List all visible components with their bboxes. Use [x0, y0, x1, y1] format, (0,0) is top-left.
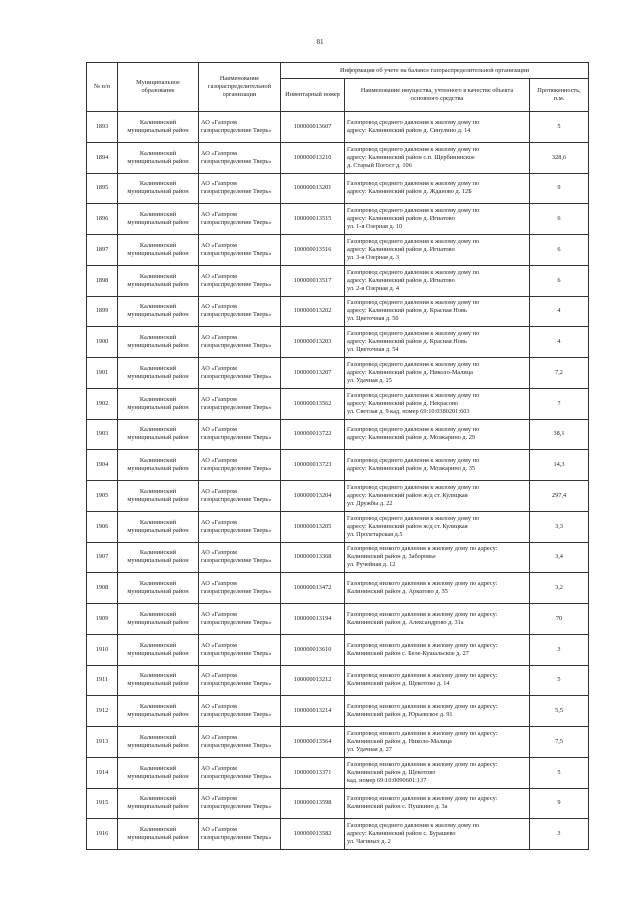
inventory-number-cell: 100000013598: [281, 788, 345, 819]
gas-pipeline-registry-table: [86, 62, 589, 850]
municipality-cell: Калининский муниципальный район: [118, 327, 199, 358]
inventory-number-cell: 100000013722: [281, 419, 345, 450]
asset-name-line: ул. Удачная д. 25: [347, 376, 392, 384]
row-number: 1900: [87, 327, 118, 358]
page-number: 81: [316, 38, 324, 46]
row-number: 1913: [87, 727, 118, 758]
inventory-number-cell: 100000013582: [281, 819, 345, 850]
organization-cell: АО «Газпром газораспределение Тверь»: [199, 142, 281, 173]
asset-name-cell: [345, 696, 530, 727]
municipality-cell: Калининский муниципальный район: [118, 696, 199, 727]
length-cell: 9: [530, 173, 589, 204]
asset-name-line: Газопровод низкого давления к жилому дому по адресу:: [347, 760, 498, 768]
header-length: Протяженность, п.м.: [530, 79, 589, 112]
asset-name-line: ул. Ручейная д. 12: [347, 561, 396, 569]
organization-cell: АО «Газпром газораспределение Тверь»: [199, 819, 281, 850]
asset-name-line: Газопровод среднего давления к жилому дому по: [347, 426, 480, 434]
asset-name-line: Калининский район д. Заборовье: [347, 553, 436, 561]
municipality-cell: Калининский муниципальный район: [118, 573, 199, 604]
organization-cell: АО «Газпром газораспределение Тверь»: [199, 235, 281, 266]
asset-name-line: адресу: Калининский район д. Игнатово: [347, 215, 455, 223]
length-cell: 38,1: [530, 419, 589, 450]
inventory-number-cell: 100000013517: [281, 265, 345, 296]
length-cell: 4: [530, 327, 589, 358]
municipality-cell: Калининский муниципальный район: [118, 235, 199, 266]
inventory-number-cell: 100000013607: [281, 112, 345, 143]
inventory-number-cell: 100000013371: [281, 757, 345, 788]
row-number: 1903: [87, 419, 118, 450]
organization-cell: АО «Газпром газораспределение Тверь»: [199, 388, 281, 419]
inventory-number-cell: 100000013205: [281, 511, 345, 542]
inventory-number-cell: 100000013610: [281, 634, 345, 665]
table-row: [87, 788, 589, 819]
asset-name-line: Газопровод среднего давления к жилому дому по: [347, 237, 480, 245]
asset-name-line: Калининский район д. Аркатово д. 35: [347, 588, 448, 596]
length-cell: 328,6: [530, 142, 589, 173]
length-cell: 5,5: [530, 696, 589, 727]
asset-name-line: адресу: Калининский район д. Мозжарино д. 29: [347, 434, 476, 442]
asset-name-line: Газопровод низкого давления к жилому дому по адресу:: [347, 703, 498, 711]
asset-name-cell: [345, 419, 530, 450]
municipality-cell: Калининский муниципальный район: [118, 727, 199, 758]
table-row: [87, 450, 589, 481]
inventory-number-cell: 100000013214: [281, 696, 345, 727]
organization-cell: АО «Газпром газораспределение Тверь»: [199, 112, 281, 143]
inventory-number-cell: 100000013203: [281, 327, 345, 358]
asset-name-cell: [345, 573, 530, 604]
municipality-cell: Калининский муниципальный район: [118, 112, 199, 143]
asset-name-line: Газопровод низкого давления к жилому дому по адресу:: [347, 610, 498, 618]
asset-name-line: ул. Цветочная д. 50: [347, 315, 399, 323]
row-number: 1902: [87, 388, 118, 419]
inventory-number-cell: 100000013472: [281, 573, 345, 604]
length-cell: 6: [530, 265, 589, 296]
table-row: [87, 388, 589, 419]
table-row: [87, 481, 589, 512]
row-number: 1895: [87, 173, 118, 204]
asset-name-line: Калининский район д. Щекотово д. 14: [347, 680, 450, 688]
asset-name-line: Газопровод среднего давления к жилому дому по: [347, 822, 480, 830]
municipality-cell: Калининский муниципальный район: [118, 511, 199, 542]
municipality-cell: Калининский муниципальный район: [118, 634, 199, 665]
organization-cell: АО «Газпром газораспределение Тверь»: [199, 358, 281, 389]
asset-name-cell: [345, 819, 530, 850]
organization-cell: АО «Газпром газораспределение Тверь»: [199, 450, 281, 481]
asset-name-line: ул. 3-я Озерная д. 3: [347, 253, 399, 261]
asset-name-line: ул. 2-я Озерная д. 4: [347, 284, 399, 292]
asset-name-line: Газопровод среднего давления к жилому дому по: [347, 180, 480, 188]
municipality-cell: Калининский муниципальный район: [118, 142, 199, 173]
row-number: 1901: [87, 358, 118, 389]
municipality-cell: Калининский муниципальный район: [118, 204, 199, 235]
row-number: 1909: [87, 604, 118, 635]
inventory-number-cell: 100000013515: [281, 204, 345, 235]
asset-name-line: ул. Пролетарская д.5: [347, 530, 403, 538]
length-cell: 7: [530, 388, 589, 419]
asset-name-cell: [345, 757, 530, 788]
asset-name-line: адресу: Калининский район ж/д ст. Кулицкая: [347, 522, 468, 530]
municipality-cell: Калининский муниципальный район: [118, 542, 199, 573]
asset-name-cell: [345, 358, 530, 389]
header-inventory-number: Инвентарный номер: [281, 79, 345, 112]
header-organization: Наименование газораспределительной организации: [199, 63, 281, 112]
municipality-cell: Калининский муниципальный район: [118, 450, 199, 481]
row-number: 1904: [87, 450, 118, 481]
table-row: [87, 665, 589, 696]
row-number: 1914: [87, 757, 118, 788]
inventory-number-cell: 100000013204: [281, 481, 345, 512]
asset-name-cell: [345, 296, 530, 327]
municipality-cell: Калининский муниципальный район: [118, 757, 199, 788]
asset-name-line: Калининский район д. Александрово д. 31а: [347, 618, 464, 626]
asset-name-line: ул. Чагиных д. 2: [347, 838, 391, 846]
municipality-cell: Калининский муниципальный район: [118, 358, 199, 389]
asset-name-cell: [345, 511, 530, 542]
asset-name-line: ул. Дружбы д. 22: [347, 499, 393, 507]
asset-name-cell: [345, 142, 530, 173]
asset-name-line: Газопровод среднего давления к жилому дому по: [347, 145, 480, 153]
length-cell: 3,3: [530, 511, 589, 542]
asset-name-line: Калининский район с. Пушкино д. 3а: [347, 803, 448, 811]
length-cell: 5: [530, 757, 589, 788]
asset-name-cell: [345, 204, 530, 235]
municipality-cell: Калининский муниципальный район: [118, 481, 199, 512]
asset-name-line: ул. Удачная д. 27: [347, 745, 392, 753]
asset-name-cell: [345, 173, 530, 204]
municipality-cell: Калининский муниципальный район: [118, 296, 199, 327]
organization-cell: АО «Газпром газораспределение Тверь»: [199, 265, 281, 296]
municipality-cell: Калининский муниципальный район: [118, 819, 199, 850]
asset-name-line: Калининский район д. Юрьевское д. 91: [347, 711, 453, 719]
table-row: [87, 542, 589, 573]
row-number: 1905: [87, 481, 118, 512]
organization-cell: АО «Газпром газораспределение Тверь»: [199, 634, 281, 665]
inventory-number-cell: 100000013210: [281, 142, 345, 173]
organization-cell: АО «Газпром газораспределение Тверь»: [199, 481, 281, 512]
asset-name-line: ул. Цветочная д. 54: [347, 346, 399, 354]
inventory-number-cell: 100000013194: [281, 604, 345, 635]
table-row: [87, 419, 589, 450]
asset-name-cell: [345, 265, 530, 296]
asset-name-line: адресу: Калининский район д. Свнулино д. 14: [347, 126, 471, 134]
asset-name-line: адресу: Калининский район д. Игнатово: [347, 276, 455, 284]
table-row: [87, 819, 589, 850]
asset-name-line: Газопровод среднего давления к жилому дому по: [347, 299, 480, 307]
table-row: [87, 358, 589, 389]
table-row: [87, 757, 589, 788]
row-number: 1908: [87, 573, 118, 604]
row-number: 1898: [87, 265, 118, 296]
municipality-cell: Калининский муниципальный район: [118, 419, 199, 450]
organization-cell: АО «Газпром газораспределение Тверь»: [199, 665, 281, 696]
asset-name-cell: [345, 788, 530, 819]
asset-name-cell: [345, 327, 530, 358]
asset-name-line: ул. 1-я Озерная д. 10: [347, 223, 403, 231]
asset-name-line: Газопровод среднего давления к жилому дому по: [347, 268, 480, 276]
organization-cell: АО «Газпром газораспределение Тверь»: [199, 727, 281, 758]
asset-name-line: Калининский район д. Щекотово: [347, 768, 436, 776]
asset-name-line: Газопровод низкого давления к жилому дому по адресу:: [347, 795, 498, 803]
asset-name-line: Газопровод низкого давления к жилому дому по адресу:: [347, 729, 498, 737]
asset-name-cell: [345, 542, 530, 573]
organization-cell: АО «Газпром газораспределение Тверь»: [199, 511, 281, 542]
asset-name-line: адресу: Калининский район с. Бурашево: [347, 830, 456, 838]
length-cell: 14,3: [530, 450, 589, 481]
table-body: [87, 112, 589, 850]
inventory-number-cell: 100000013723: [281, 450, 345, 481]
table-row: [87, 204, 589, 235]
row-number: 1907: [87, 542, 118, 573]
municipality-cell: Калининский муниципальный район: [118, 788, 199, 819]
organization-cell: АО «Газпром газораспределение Тверь»: [199, 696, 281, 727]
asset-name-line: Газопровод среднего давления к жилому дому по: [347, 360, 480, 368]
header-no: № п/п: [87, 63, 118, 112]
asset-name-cell: [345, 634, 530, 665]
table-row: [87, 696, 589, 727]
asset-name-line: кад. номер 69:10:0090601:137: [347, 776, 427, 784]
table-row: [87, 112, 589, 143]
table-row: [87, 235, 589, 266]
asset-name-line: адресу: Калининский район д. Николо-Малица: [347, 368, 473, 376]
inventory-number-cell: 100000013202: [281, 296, 345, 327]
inventory-number-cell: 100000013516: [281, 235, 345, 266]
table-row: [87, 634, 589, 665]
length-cell: 5: [530, 665, 589, 696]
organization-cell: АО «Газпром газораспределение Тверь»: [199, 788, 281, 819]
organization-cell: АО «Газпром газораспределение Тверь»: [199, 327, 281, 358]
header-municipality: Муниципальное образование: [118, 63, 199, 112]
table-row: [87, 327, 589, 358]
table-row: [87, 296, 589, 327]
asset-name-line: Калининский район д. Николо-Малица: [347, 737, 452, 745]
municipality-cell: Калининский муниципальный район: [118, 665, 199, 696]
inventory-number-cell: 100000013212: [281, 665, 345, 696]
length-cell: 5: [530, 112, 589, 143]
asset-name-line: Газопровод среднего давления к жилому дому по: [347, 514, 480, 522]
length-cell: 4: [530, 296, 589, 327]
table-row: [87, 511, 589, 542]
row-number: 1911: [87, 665, 118, 696]
organization-cell: АО «Газпром газораспределение Тверь»: [199, 757, 281, 788]
asset-name-line: Газопровод среднего давления к жилому дому по: [347, 391, 480, 399]
asset-name-line: адресу: Калининский район д. Игнатово: [347, 245, 455, 253]
inventory-number-cell: 100000013368: [281, 542, 345, 573]
asset-name-line: Газопровод среднего давления к жилому дому по: [347, 483, 480, 491]
header-balance-group: Информация об учете на балансе газораспределительной организации: [281, 63, 589, 79]
length-cell: 3,2: [530, 573, 589, 604]
asset-name-line: адресу: Калининский район д. Мозжарино д. 35: [347, 465, 476, 473]
asset-name-line: адресу: Калининский район д. Жданово д. 12Б: [347, 188, 472, 196]
header-asset-name: Наименование имущества, учтенного в качестве объекта основного средства: [345, 79, 530, 112]
asset-name-line: адресу: Калининский район ж/д ст. Кулицкая: [347, 491, 468, 499]
asset-name-line: Газопровод среднего давления к жилому дому по: [347, 118, 480, 126]
organization-cell: АО «Газпром газораспределение Тверь»: [199, 542, 281, 573]
asset-name-cell: [345, 450, 530, 481]
asset-name-line: Газопровод низкого давления к жилому дому по адресу:: [347, 672, 498, 680]
asset-name-line: Газопровод низкого давления к жилому дому по адресу:: [347, 580, 498, 588]
row-number: 1899: [87, 296, 118, 327]
table-row: [87, 265, 589, 296]
asset-name-line: адресу: Калининский район д. Некрасово: [347, 399, 459, 407]
length-cell: 70: [530, 604, 589, 635]
organization-cell: АО «Газпром газораспределение Тверь»: [199, 296, 281, 327]
length-cell: 6: [530, 235, 589, 266]
row-number: 1910: [87, 634, 118, 665]
asset-name-line: ул. Светлая д. 9 кад. номер 69:10:0380201:603: [347, 407, 470, 415]
row-number: 1916: [87, 819, 118, 850]
asset-name-line: адресу: Калининский район с.п. Щербининское: [347, 153, 475, 161]
municipality-cell: Калининский муниципальный район: [118, 265, 199, 296]
length-cell: 3: [530, 634, 589, 665]
asset-name-line: адресу: Калининский район д. Красная Новь: [347, 338, 467, 346]
table-row: [87, 727, 589, 758]
asset-name-cell: [345, 727, 530, 758]
municipality-cell: Калининский муниципальный район: [118, 388, 199, 419]
asset-name-line: Калининский район с. Беле-Кушальское д. 27: [347, 649, 469, 657]
row-number: 1912: [87, 696, 118, 727]
asset-name-line: Газопровод среднего давления к жилому дому по: [347, 457, 480, 465]
asset-name-cell: [345, 604, 530, 635]
row-number: 1893: [87, 112, 118, 143]
asset-name-line: Газопровод низкого давления к жилому дому по адресу:: [347, 545, 498, 553]
organization-cell: АО «Газпром газораспределение Тверь»: [199, 604, 281, 635]
row-number: 1896: [87, 204, 118, 235]
length-cell: 3,4: [530, 542, 589, 573]
inventory-number-cell: 100000013564: [281, 727, 345, 758]
inventory-number-cell: 100000013562: [281, 388, 345, 419]
asset-name-line: Газопровод среднего давления к жилому дому по: [347, 207, 480, 215]
asset-name-cell: [345, 388, 530, 419]
organization-cell: АО «Газпром газораспределение Тверь»: [199, 204, 281, 235]
asset-name-cell: [345, 481, 530, 512]
organization-cell: АО «Газпром газораспределение Тверь»: [199, 419, 281, 450]
inventory-number-cell: 100000013201: [281, 173, 345, 204]
organization-cell: АО «Газпром газораспределение Тверь»: [199, 573, 281, 604]
municipality-cell: Калининский муниципальный район: [118, 604, 199, 635]
length-cell: 297,4: [530, 481, 589, 512]
length-cell: 9: [530, 788, 589, 819]
inventory-number-cell: 100000013207: [281, 358, 345, 389]
asset-name-line: д. Старый Погост д. 106: [347, 161, 412, 169]
length-cell: 3: [530, 819, 589, 850]
asset-name-cell: [345, 235, 530, 266]
length-cell: 7,5: [530, 727, 589, 758]
organization-cell: АО «Газпром газораспределение Тверь»: [199, 173, 281, 204]
asset-name-cell: [345, 665, 530, 696]
table-row: [87, 604, 589, 635]
asset-name-line: Газопровод среднего давления к жилому дому по: [347, 330, 480, 338]
asset-name-cell: [345, 112, 530, 143]
table-row: [87, 142, 589, 173]
table-row: [87, 573, 589, 604]
table-row: [87, 173, 589, 204]
municipality-cell: Калининский муниципальный район: [118, 173, 199, 204]
asset-name-line: Газопровод низкого давления к жилому дому по адресу:: [347, 641, 498, 649]
row-number: 1897: [87, 235, 118, 266]
length-cell: 6: [530, 204, 589, 235]
row-number: 1894: [87, 142, 118, 173]
row-number: 1906: [87, 511, 118, 542]
row-number: 1915: [87, 788, 118, 819]
length-cell: 7,2: [530, 358, 589, 389]
asset-name-line: адресу: Калининский район д. Красная Новь: [347, 307, 467, 315]
